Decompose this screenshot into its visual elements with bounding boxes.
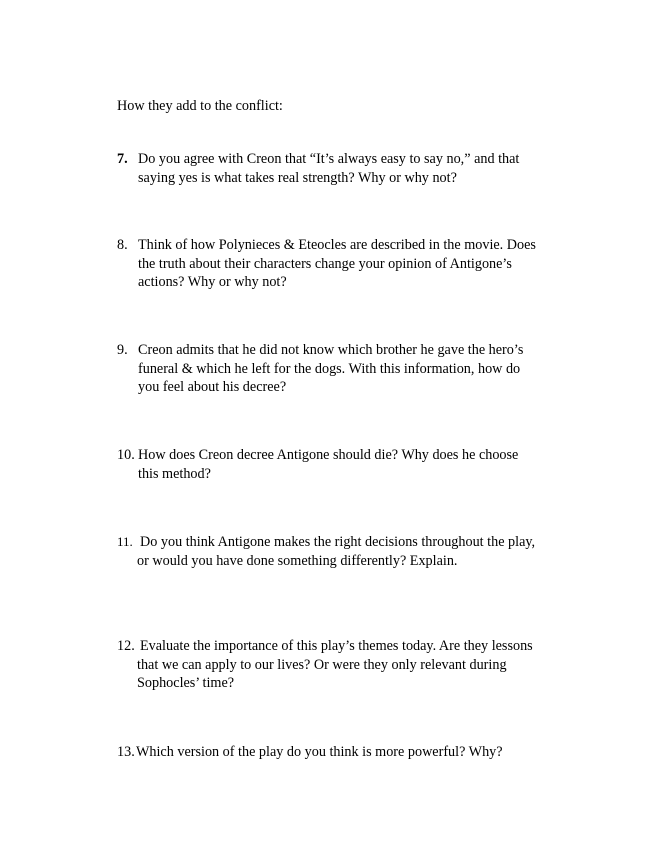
question-line: that we can apply to our lives? Or were they only relevant during	[137, 656, 507, 673]
question-number: 12.	[117, 638, 135, 654]
question-text	[138, 341, 588, 397]
question-line: Do you agree with Creon that “It’s always easy to say no,” and that	[138, 151, 520, 167]
question-number: 8.	[117, 237, 128, 253]
question-line: Sophocles’ time?	[137, 675, 235, 691]
question-text	[138, 236, 588, 292]
question-line: Do you think Antigone makes the right decisions throughout the play,	[140, 534, 536, 550]
question-line: Creon admits that he did not know which brother he gave the hero’s	[138, 342, 524, 358]
question-line: the truth about their characters change your opinion of Antigone’s	[138, 255, 512, 272]
question-line: Which version of the play do you think is more powerful? Why?	[136, 744, 503, 760]
question-line: this method?	[138, 465, 211, 482]
question-line: you feel about his decree?	[138, 379, 287, 395]
question-text	[138, 446, 588, 483]
question-number: 7.	[117, 151, 128, 167]
question-number: 10.	[117, 447, 135, 463]
question-line: or would you have done something differently? Explain.	[137, 552, 458, 569]
question-line: actions? Why or why not?	[138, 274, 287, 290]
question-number: 13.	[117, 744, 135, 760]
question-line: Evaluate the importance of this play’s themes today. Are they lessons	[140, 638, 533, 654]
question-text	[136, 743, 586, 762]
question-line: Think of how Polynieces & Eteocles are described in the movie. Does	[138, 237, 536, 253]
section-heading: How they add to the conflict:	[117, 98, 283, 114]
question-line: How does Creon decree Antigone should die? Why does he choose	[138, 447, 519, 463]
question-text	[137, 533, 590, 570]
question-text	[138, 150, 588, 187]
question-text	[137, 637, 590, 693]
question-number: 9.	[117, 342, 128, 358]
question-line: funeral & which he left for the dogs. With this information, how do	[138, 360, 521, 377]
question-line: saying yes is what takes real strength? Why or why not?	[138, 169, 457, 186]
question-number: 11.	[117, 534, 133, 549]
